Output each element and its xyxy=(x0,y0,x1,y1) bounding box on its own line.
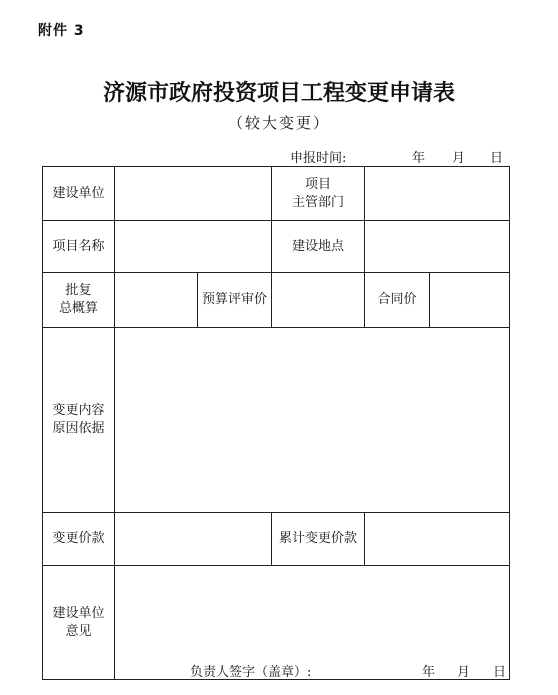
project-dept-label: 项目 主管部门 xyxy=(291,176,344,210)
cumulative-change-field[interactable] xyxy=(365,513,509,565)
approval-estimate-field[interactable] xyxy=(115,273,197,327)
change-request-table xyxy=(42,166,510,680)
budget-review-field[interactable] xyxy=(272,273,364,327)
project-name-label: 项目名称 xyxy=(52,238,105,254)
approval-estimate-label: 批复 总概算 xyxy=(58,283,98,316)
change-content-field[interactable] xyxy=(115,328,509,512)
budget-review-label: 预算评审价 xyxy=(201,292,267,307)
builder-opinion-label: 建设单位 意见 xyxy=(52,605,105,639)
report-time-label: 申报时间: xyxy=(290,151,347,166)
change-content-label: 变更内容 原因依据 xyxy=(52,403,105,436)
contract-price-label: 合同价 xyxy=(377,292,417,307)
cumulative-change-label: 累计变更价款 xyxy=(278,531,357,546)
signature-month-label: 月 xyxy=(457,665,471,680)
form-title: 济源市政府投资项目工程变更申请表 xyxy=(102,80,455,106)
site-label: 建设地点 xyxy=(291,238,344,254)
change-amount-field[interactable] xyxy=(115,513,271,565)
report-year-label: 年 xyxy=(412,151,426,166)
contract-price-field[interactable] xyxy=(430,273,509,327)
builder-unit-field[interactable] xyxy=(115,167,271,220)
attachment-label: 附件 3 xyxy=(38,23,85,39)
site-field[interactable] xyxy=(365,221,509,272)
report-day-label: 日 xyxy=(490,151,504,166)
project-name-field[interactable] xyxy=(115,221,271,272)
signature-day-label: 日 xyxy=(493,665,507,680)
signature-label: 负责人签字（盖章）: xyxy=(190,665,312,680)
project-dept-field[interactable] xyxy=(365,167,509,220)
signature-year-label: 年 xyxy=(422,665,436,680)
builder-opinion-field[interactable] xyxy=(115,566,509,679)
change-amount-label: 变更价款 xyxy=(52,531,105,546)
builder-unit-label: 建设单位 xyxy=(52,185,105,201)
form-subtitle: （较大变更） xyxy=(227,114,330,132)
report-month-label: 月 xyxy=(452,151,466,166)
